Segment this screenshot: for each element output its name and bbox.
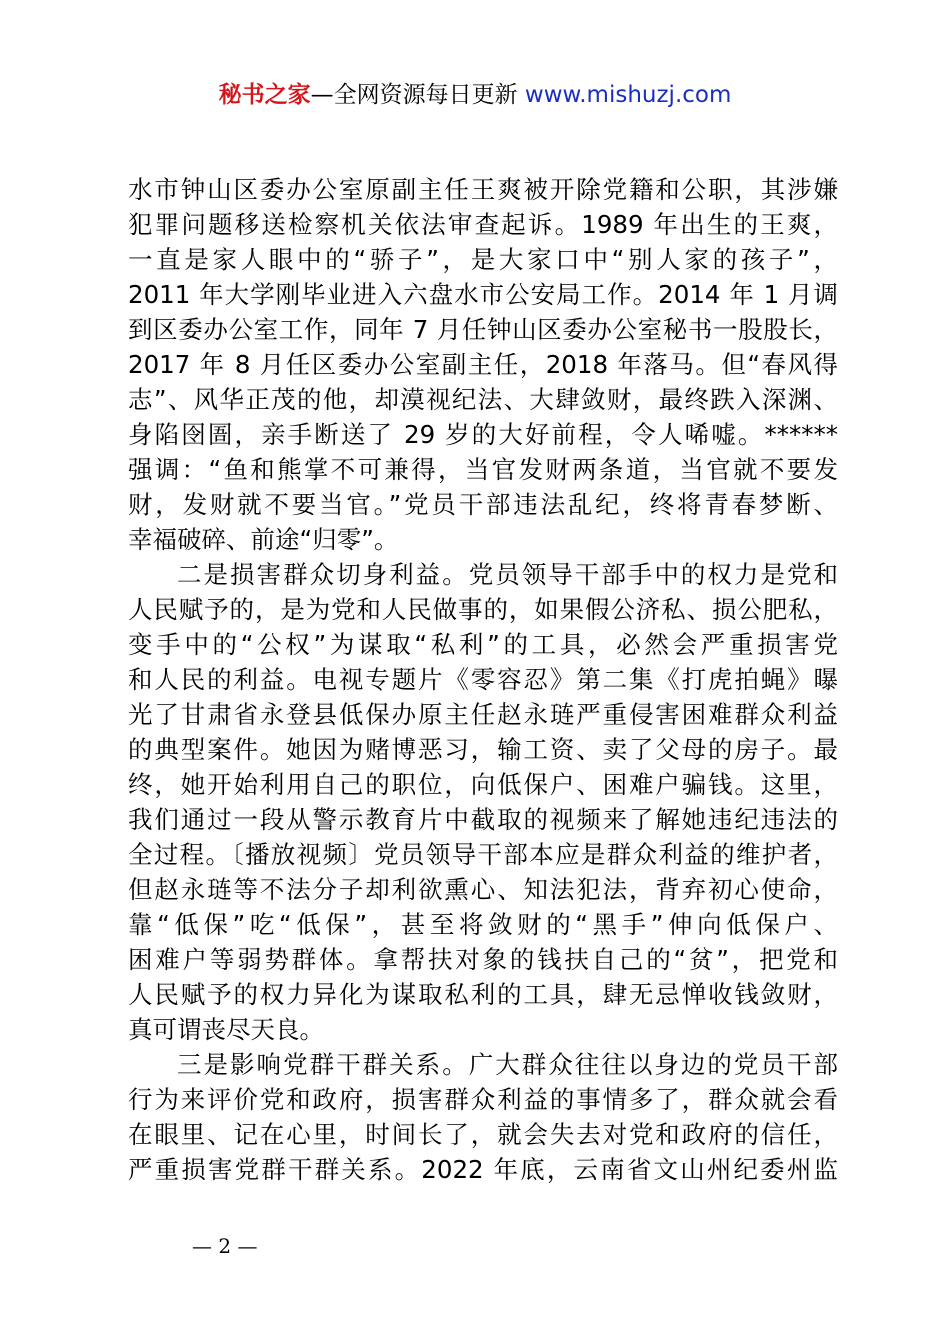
- site-url[interactable]: www.mishuzj.com: [524, 82, 732, 108]
- text-line: 2017 年 8 月任区委办公室副主任，2018 年落马。但“春风得: [128, 350, 838, 379]
- text-line: 严重损害党群干群关系。2022 年底，云南省文山州纪委州监: [128, 1155, 838, 1184]
- paragraph-first-line: 三是影响党群干群关系。广大群众往往以身边的党员干部: [177, 1050, 838, 1079]
- brand-name: 秘书之家: [218, 82, 311, 108]
- text-line: 财，发财就不要当官。”党员干部违法乱纪，终将青春梦断、: [128, 490, 838, 519]
- text-line: 变手中的“公权”为谋取“私利”的工具，必然会严重损害党: [128, 630, 838, 659]
- text-line: 和人民的利益。电视专题片《零容忍》第二集《打虎拍蝇》曝: [128, 665, 838, 694]
- text-line: 真可谓丧尽天良。: [128, 1015, 324, 1044]
- text-line: 强调：“鱼和熊掌不可兼得，当官发财两条道，当官就不要发: [128, 455, 838, 484]
- text-line: 志”、风华正茂的他，却漠视纪法、大肆敛财，最终跌入深渊、: [128, 385, 838, 414]
- text-line: 2011 年大学刚毕业进入六盘水市公安局工作。2014 年 1 月调: [128, 280, 838, 309]
- text-line: 犯罪问题移送检察机关依法审查起诉。1989 年出生的王爽，: [128, 210, 838, 239]
- text-line: 困难户等弱势群体。拿帮扶对象的钱扶自己的“贫”，把党和: [128, 945, 838, 974]
- page-number: — 2 —: [192, 1234, 258, 1258]
- text-line: 人民赋予的权力异化为谋取私利的工具，肆无忌惮收钱敛财，: [128, 980, 838, 1009]
- header-tagline: —全网资源每日更新: [310, 82, 525, 108]
- text-line: 的典型案件。她因为赌博恶习，输工资、卖了父母的房子。最: [128, 735, 838, 764]
- text-line: 终，她开始利用自己的职位，向低保户、困难户骗钱。这里，: [128, 770, 838, 799]
- site-header: [0, 78, 950, 112]
- text-line: 身陷囹圄，亲手断送了 29 岁的大好前程，令人唏嘘。******: [128, 420, 838, 449]
- text-line: 光了甘肃省永登县低保办原主任赵永琏严重侵害困难群众利益: [128, 700, 838, 729]
- text-line: 一直是家人眼中的“骄子”，是大家口中“别人家的孩子”，: [128, 245, 838, 274]
- text-line: 但赵永琏等不法分子却利欲熏心、知法犯法，背弃初心使命，: [128, 875, 838, 904]
- text-line: 我们通过一段从警示教育片中截取的视频来了解她违纪违法的: [128, 805, 838, 834]
- text-line: 人民赋予的，是为党和人民做事的，如果假公济私、损公肥私，: [128, 595, 838, 624]
- text-line: 幸福破碎、前途“归零”。: [128, 525, 399, 554]
- document-body: [128, 172, 838, 1187]
- paragraph-first-line: 二是损害群众切身利益。党员领导干部手中的权力是党和: [177, 560, 838, 589]
- text-line: 行为来评价党和政府，损害群众利益的事情多了，群众就会看: [128, 1085, 838, 1114]
- text-line: 到区委办公室工作，同年 7 月任钟山区委办公室秘书一股股长，: [128, 315, 838, 344]
- text-line: 全过程。〔播放视频〕党员领导干部本应是群众利益的维护者，: [128, 840, 838, 869]
- text-line: 水市钟山区委办公室原副主任王爽被开除党籍和公职，其涉嫌: [128, 175, 838, 204]
- text-line: 在眼里、记在心里，时间长了，就会失去对党和政府的信任，: [128, 1120, 838, 1149]
- text-line: 靠“低保”吃“低保”，甚至将敛财的“黑手”伸向低保户、: [128, 910, 838, 939]
